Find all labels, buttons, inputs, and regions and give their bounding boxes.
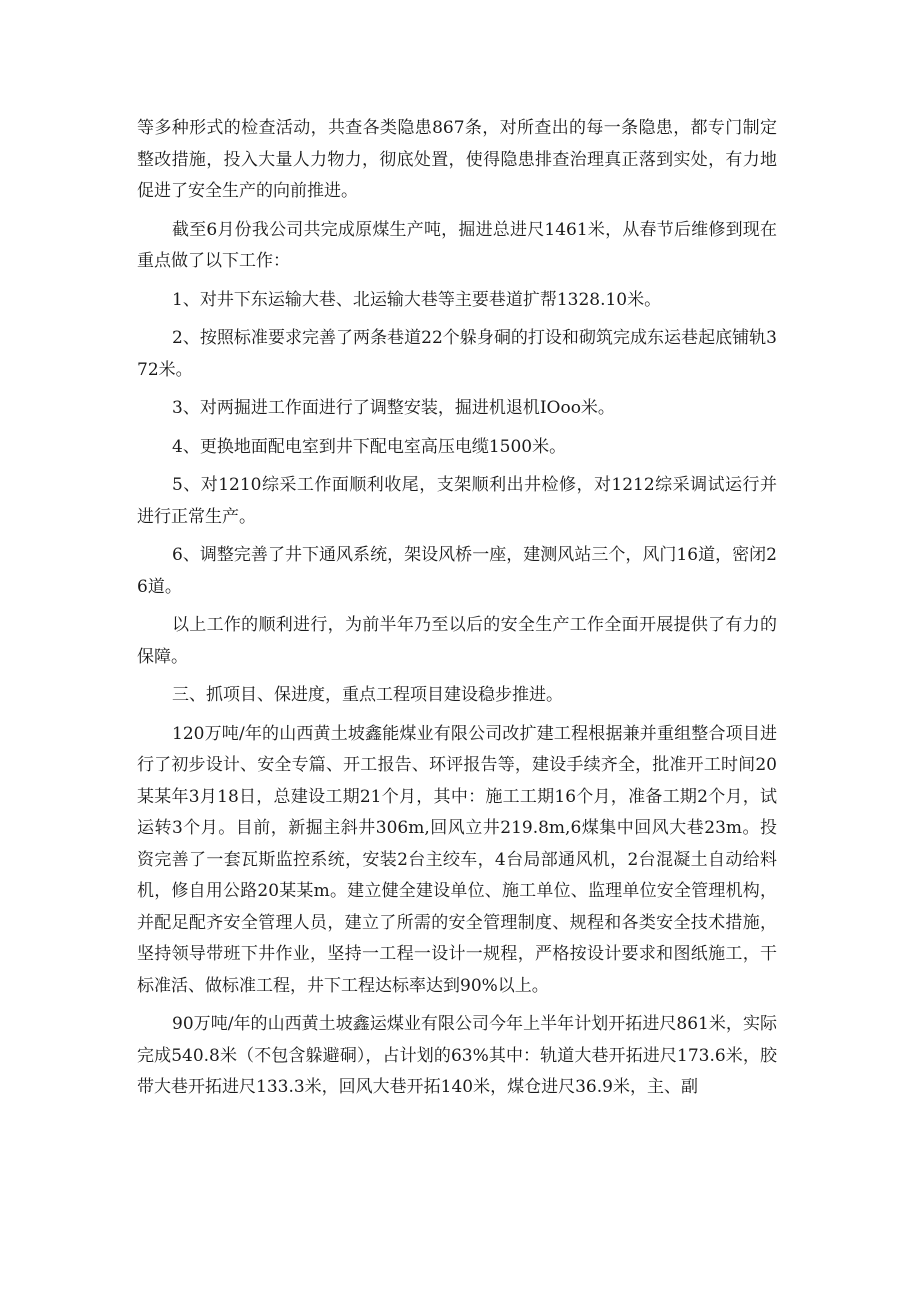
section-heading-3: 三、抓项目、保进度，重点工程项目建设稳步推进。 [172,685,563,705]
list-item-5: 5、对1210综采工作面顺利收尾，支架顺利出井检修，对1212综采调试运行并进行正常生产。 [137,475,777,527]
list-item-6: 6、调整完善了井下通风系统，架设风桥一座，建测风站三个，风门16道，密闭26道。 [137,545,777,597]
list-item-3: 3、对两掘进工作面进行了调整安装，掘进机退机IOoo米。 [172,398,615,418]
paragraph-project-120: 120万吨/年的山西黄土坡鑫能煤业有限公司改扩建工程根据兼并重组整合项目进行了初步设计、安全专篇、开工报告、环评报告等，建设手续齐全，批准开工时间20某某年3月18日，总建设工期21个月，其中：施工工期16个月，准备工期2个月，试运转3个月。目前，新掘主斜井306m,回风立井219.8m,6煤集中回风大巷23m。投资完善了一套瓦斯监控系统，安装2台主绞车，4台局部通风机，2台混凝土自动给料机，修自用公路20某某m。建立健全建设单位、施工单位、监理单位安全管理机构，并配足配齐安全管理人员，建立了所需的安全管理制度、规程和各类安全技术措施，坚持领导带班下井作业，坚持一工程一设计一规程，严格按设计要求和图纸施工，干标准活、做标准工程，井下工程达标率达到90%以上。 [137,723,777,996]
list-item-1: 1、对井下东运输大巷、北运输大巷等主要巷道扩帮1328.10米。 [172,289,662,310]
list-item-4: 4、更换地面配电室到井下配电室高压电缆1500米。 [172,436,567,457]
paragraph-inspection-continued: 等多种形式的检查活动，共查各类隐患867条，对所查出的每一条隐患，都专门制定整改措施，投入大量人力物力，彻底处置，使得隐患排查治理真正落到实处，有力地促进了安全生产的向前推进。 [137,118,777,201]
paragraph-conclusion: 以上工作的顺利进行，为前半年乃至以后的安全生产工作全面开展提供了有力的保障。 [137,615,777,667]
document-body [137,113,777,1111]
list-item-2: 2、按照标准要求完善了两条巷道22个躲身硐的打设和砌筑完成东运巷起底铺轨372米。 [137,328,777,380]
paragraph-project-90: 90万吨/年的山西黄土坡鑫运煤业有限公司今年上半年计划开拓进尺861米，实际完成540.8米（不包含躲避硐），占计划的63%其中：轨道大巷开拓进尺173.6米，胶带大巷开拓进尺133.3米，回风大巷开拓140米，煤仓进尺36.9米，主、副 [137,1014,777,1097]
paragraph-production-summary: 截至6月份我公司共完成原煤生产吨，掘进总进尺1461米，从春节后维修到现在重点做了以下工作： [137,219,777,271]
